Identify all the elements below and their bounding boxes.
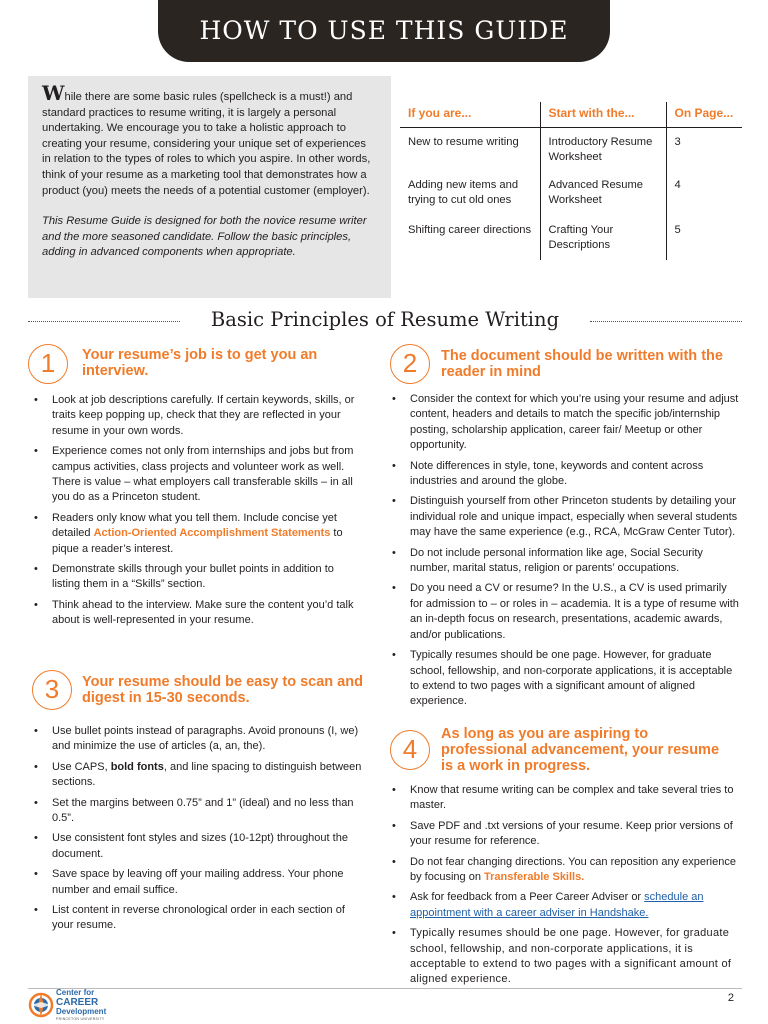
page-banner xyxy=(158,0,610,62)
intro-paragraph-2-text: This Resume Guide is designed for both the novice resume writer and the more seasoned candidate. Follow the basic principles, adding in advanced components when appropriate. xyxy=(42,215,367,259)
compass-icon xyxy=(28,989,54,1019)
list-item: • Know that resume writing can be complex and take several tries to master. xyxy=(388,783,742,814)
list-item: • Look at job descriptions carefully. If certain keywords, skills, or traits keep popping up, check that they are reflected in your resume in your own words. xyxy=(30,393,362,439)
list-item: • Do not include personal information like age, Social Security number, marital status, religion or parents’ occupations. xyxy=(388,546,742,577)
list-item xyxy=(30,511,362,557)
list-item: • Note differences in style, tone, keywords and content across industries and around the globe. xyxy=(388,459,742,490)
list-item: • List content in reverse chronological order in each section of your resume. xyxy=(30,903,362,934)
principle-3-number: 3 xyxy=(32,670,72,710)
principle-1-list xyxy=(30,393,362,634)
list-item-text: Do not fear changing directions. You can reposition any experience by focusing on xyxy=(410,855,736,884)
principle-4-list xyxy=(388,783,742,993)
principle-2-number: 2 xyxy=(390,344,430,384)
intro-paragraph-1-text: hile there are some basic rules (spellcheck is a must!) and standard practices to resume writing, it is largely a personal undertaking. We encourage you to take a holistic approach to creating your resume, considering your unique set of experiences in relation to the types of roles to which you aspire. In other words, think of your resume as a marketing tool that demonstrates how a product (you) meets the needs of a potential customer (employer). xyxy=(42,91,371,197)
list-item-text: Readers only know what you tell them. Include concise yet detailed xyxy=(52,511,337,540)
list-item: • Typically resumes should be one page. However, for graduate school, fellowship, and non-corporate applications, it is acceptable to extend to two pages with a significant amount of aligned experience. xyxy=(388,648,742,710)
principle-3-heading: Your resume should be easy to scan and digest in 15-30 seconds. xyxy=(82,674,363,706)
table-row xyxy=(400,127,742,171)
section-title: Basic Principles of Resume Writing xyxy=(210,308,560,331)
logo-text xyxy=(56,988,106,1017)
table-header-row xyxy=(400,102,742,127)
page-number: 2 xyxy=(727,992,734,1004)
drop-cap: W xyxy=(42,81,65,105)
list-item: • Save PDF and .txt versions of your resume. Keep prior versions of your resume for reference. xyxy=(388,819,742,850)
table-cell: Adding new items and trying to cut old ones xyxy=(408,178,519,206)
emphasis-transferable-skills: Transferable Skills. xyxy=(484,871,585,884)
principle-1-heading: Your resume’s job is to get you an interview. xyxy=(82,347,318,379)
principle-3-list xyxy=(30,724,362,939)
section-divider xyxy=(28,306,742,336)
table-cell: 5 xyxy=(674,223,681,236)
page-title: HOW TO USE THIS GUIDE xyxy=(199,16,569,45)
emphasis-action-oriented: Action-Oriented Accomplishment Statements xyxy=(93,527,331,540)
list-item: • Set the margins between 0.75” and 1” (ideal) and no less than 0.5”. xyxy=(30,796,362,827)
table-header-if-you-are: If you are... xyxy=(400,102,540,127)
list-item xyxy=(30,760,362,791)
list-item: • Do you need a CV or resume? In the U.S., a CV is used primarily for admission to – or roles in – academia. It is a type of resume with an in-depth focus on research, presentations, academic awards, and/or publications. xyxy=(388,581,742,643)
list-item xyxy=(388,890,742,921)
table-header-on-page: On Page... xyxy=(666,102,742,127)
principle-4-number: 4 xyxy=(390,730,430,770)
intro-box xyxy=(28,76,391,298)
list-item: • Use bullet points instead of paragraphs. Avoid pronouns (I, we) and minimize the use of articles (a, an, the). xyxy=(30,724,362,755)
table-row xyxy=(400,171,742,216)
logo-line-3: Development xyxy=(56,1007,107,1016)
intro-paragraph-1 xyxy=(42,81,377,199)
principle-2-list xyxy=(388,392,742,715)
table-cell: 4 xyxy=(674,178,681,191)
logo-line-2: CAREER xyxy=(56,996,99,1008)
list-item: • Use consistent font styles and sizes (10-12pt) throughout the document. xyxy=(30,831,362,862)
list-item-text: , and line spacing to distinguish between sections. xyxy=(52,760,362,789)
handshake-appointment-link[interactable]: schedule an appointment with a career adviser in Handshake. xyxy=(410,891,704,919)
list-item: • Demonstrate skills through your bullet points in addition to listing them in a “Skills” section. xyxy=(30,562,362,593)
list-item: • Experience comes not only from internships and jobs but from campus activities, class projects and volunteer work as well. There is value – what employers call transferable skills – in all you do as a Princeton student. xyxy=(30,444,362,506)
emphasis-bold-fonts: bold fonts xyxy=(110,760,164,773)
table-cell: Introductory Resume Worksheet xyxy=(540,127,666,171)
center-for-career-development-logo xyxy=(28,988,138,1022)
principle-1-number: 1 xyxy=(28,344,68,384)
table-cell: 3 xyxy=(674,135,681,148)
principle-4-heading: As long as you are aspiring to professional advancement, your resume is a work in progress. xyxy=(441,726,720,774)
list-item-text: Ask for feedback from a Peer Career Adviser or xyxy=(410,891,645,904)
dotted-rule-right xyxy=(590,321,742,322)
logo-line-1: Center for xyxy=(56,988,95,997)
list-item: • Typically resumes should be one page. However, for graduate school, fellowship, and non-corporate applications, it is acceptable to extend to two pages with a significant amount of aligned experience. xyxy=(388,926,742,988)
table-row xyxy=(400,216,742,260)
table-cell: Advanced Resume Worksheet xyxy=(540,171,666,216)
list-item-text: to pique a reader’s interest. xyxy=(52,527,343,555)
table-cell: Crafting Your Descriptions xyxy=(540,216,666,260)
table-cell: Shifting career directions xyxy=(408,223,532,236)
list-item: • Save space by leaving off your mailing address. Your phone number and email suffice. xyxy=(30,867,362,898)
list-item xyxy=(388,855,742,886)
principle-2-heading: The document should be written with the reader in mind xyxy=(441,348,723,380)
list-item: • Distinguish yourself from other Princeton students by detailing your individual role and unique impact, especially when several students may have the same experience (e.g., RCA, McGraw Center Tutor). xyxy=(388,494,742,540)
table-header-start-with: Start with the... xyxy=(540,102,666,127)
list-item: • Consider the context for which you’re using your resume and adjust content, headers and details to match the specific job/internship posting, scholarship application, career fair/ Meetup or other opportunity. xyxy=(388,392,742,454)
logo-subtext: PRINCETON UNIVERSITY xyxy=(56,1017,105,1021)
table-cell: New to resume writing xyxy=(408,135,519,148)
guide-table xyxy=(400,102,742,260)
intro-paragraph-2 xyxy=(42,214,377,261)
list-item: • Think ahead to the interview. Make sure the content you’d talk about is well-represented in your resume. xyxy=(30,598,362,629)
list-item-text: Use CAPS, xyxy=(52,760,111,773)
